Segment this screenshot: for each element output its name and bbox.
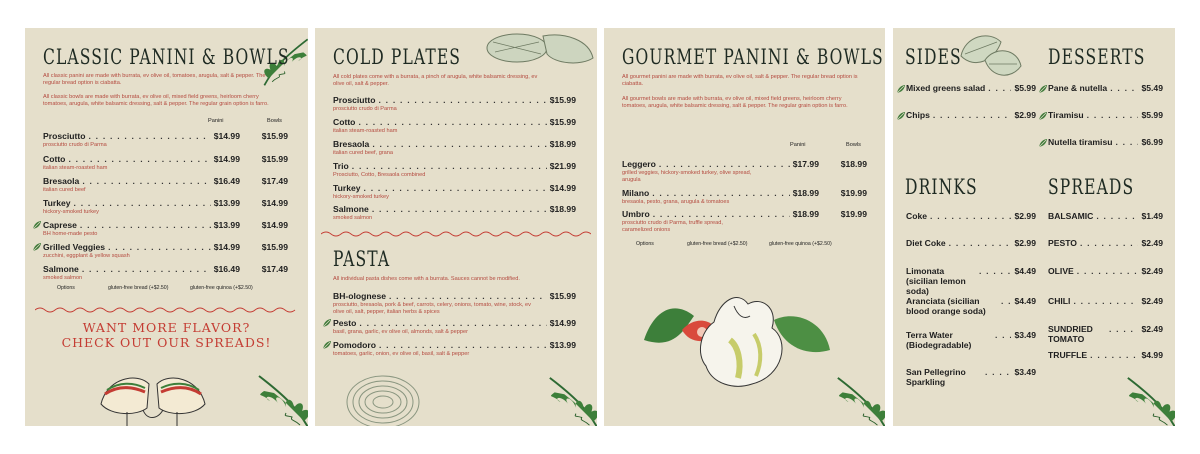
panel-description: All classic panini are made with burrata, ev olive oil, tomatoes, arugula, salt & pepper. The regular bread option is ciabatta. [43, 73, 266, 86]
menu-item [906, 211, 1036, 221]
menu-item [906, 330, 1036, 350]
item-description: prosciutto crudo di Parma, truffle spread, caramelized onions [622, 220, 723, 233]
item-price: $3.49 [1014, 367, 1036, 377]
pasta-nest-illustration [343, 368, 423, 426]
item-price: $5.49 [1141, 83, 1163, 93]
arugula-illustration [545, 372, 597, 426]
item-name: Bresaola [43, 176, 80, 186]
item-description: grilled veggies, hickory-smoked turkey, olive spread, arugula [622, 170, 752, 183]
item-price: $3.49 [1014, 330, 1036, 340]
item-price: $4.99 [1141, 350, 1163, 360]
item-price: $13.99 [549, 340, 576, 350]
item-name: Salmone [333, 204, 369, 214]
item-name: BH-olognese [333, 291, 386, 301]
item-price-bowl: $14.99 [261, 198, 288, 208]
item-name: Terra Water (Biodegradable) [906, 330, 972, 350]
section-description: All individual pasta dishes come with a burrata. Sauces cannot be modified. [333, 276, 520, 282]
wavy-divider [35, 306, 298, 314]
item-price-bowl: $19.99 [840, 209, 867, 219]
spreads-callout-line1: WANT MORE FLAVOR? [82, 320, 251, 335]
menu-item [1048, 238, 1163, 248]
item-price: $14.99 [549, 183, 576, 193]
item-price: $15.99 [549, 117, 576, 127]
menu-panel-classic [25, 28, 308, 426]
item-description: prosciutto crudo di Parma [43, 142, 107, 148]
item-name: SUNDRIED TOMATO [1048, 324, 1093, 344]
item-description: zucchini, eggplant & yellow squash [43, 253, 130, 259]
item-price-panini: $14.99 [213, 242, 240, 252]
item-name: Prosciutto [43, 131, 86, 141]
panel-title: CLASSIC PANINI & BOWLS [43, 45, 290, 69]
item-price: $5.99 [1141, 110, 1163, 120]
option-gf-quinoa: gluten-free quinoa (+$2.50) [769, 241, 832, 247]
menu-item [622, 188, 867, 206]
burrata-illustration [634, 280, 834, 390]
item-price-panini: $14.99 [213, 131, 240, 141]
item-name: Pesto [333, 318, 357, 328]
item-description: smoked salmon [43, 275, 83, 281]
item-price-bowl: $17.49 [261, 176, 288, 186]
item-price-panini: $16.49 [213, 176, 240, 186]
menu-item [1048, 296, 1163, 306]
column-header-panini: Panini [208, 118, 224, 124]
panel-description: All cold plates come with a burrata, a pinch of arugula, white balsamic dressing, ev olive oil, salt & pepper. [333, 74, 538, 87]
menu-item [333, 291, 576, 315]
item-price: $1.49 [1141, 211, 1163, 221]
menu-item [43, 198, 288, 216]
item-name: Pane & nutella [1048, 83, 1108, 93]
item-name: Prosciutto [333, 95, 376, 105]
menu-item [906, 110, 1036, 120]
item-price-bowl: $14.99 [261, 220, 288, 230]
item-price-bowl: $15.99 [261, 242, 288, 252]
item-price-panini: $13.99 [213, 198, 240, 208]
item-price: $2.49 [1141, 296, 1163, 306]
menu-item [333, 318, 576, 336]
item-price: $2.49 [1141, 238, 1163, 248]
item-price: $18.99 [549, 204, 576, 214]
panel-description: All classic bowls are made with burrata, ev olive oil, mixed field greens, heirloom cherry tomatoes, arugula, white balsamic dressing, salt & pepper. The regular grain option is farro. [43, 94, 269, 107]
vegetarian-leaf-icon [1038, 111, 1048, 121]
item-description: basil, grana, garlic, ev olive oil, almonds, salt & pepper [333, 329, 468, 335]
spreads-callout-line2: CHECK OUT OUR SPREADS! [61, 335, 272, 350]
item-description: prosciutto crudo di Parma [333, 106, 397, 112]
menu-item [906, 296, 1036, 316]
item-price-panini: $18.99 [792, 209, 819, 219]
item-price: $2.99 [1014, 238, 1036, 248]
options-label: Options [57, 285, 75, 291]
item-name: Milano [622, 188, 650, 198]
item-price-panini: $14.99 [213, 154, 240, 164]
item-name: Umbro [622, 209, 650, 219]
column-header-bowls: Bowls [267, 118, 282, 124]
item-name: Turkey [333, 183, 361, 193]
menu-item [906, 238, 1036, 248]
item-price: $2.99 [1014, 110, 1036, 120]
item-description: italian steam-roasted ham [333, 128, 398, 134]
item-name: Cotto [333, 117, 356, 127]
menu-item [622, 209, 867, 233]
item-description: italian cured beef, grana [333, 150, 394, 156]
arugula-illustration [1123, 372, 1175, 426]
item-name: Mixed greens salad [906, 83, 986, 93]
item-price: $15.99 [549, 95, 576, 105]
column-header-bowls: Bowls [846, 142, 861, 148]
item-price: $4.49 [1014, 296, 1036, 306]
item-price: $2.99 [1014, 211, 1036, 221]
item-name: CHILI [1048, 296, 1071, 306]
item-description: BH home-made pesto [43, 231, 98, 237]
menu-panel-sides-desserts [893, 28, 1175, 426]
item-description: bresaola, pesto, grana, arugula & tomatoes [622, 199, 730, 205]
options-label: Options [636, 241, 654, 247]
item-name: PESTO [1048, 238, 1077, 248]
item-name: Caprese [43, 220, 77, 230]
menu-item [1048, 137, 1163, 147]
option-gf-bread: gluten-free bread (+$2.50) [108, 285, 169, 291]
item-name: Nutella tiramisu [1048, 137, 1113, 147]
vegetarian-leaf-icon [896, 111, 906, 121]
menu-item [622, 159, 867, 183]
menu-item [1048, 83, 1163, 93]
menu-item [43, 176, 288, 194]
item-name: Grilled Veggies [43, 242, 106, 252]
item-description: smoked salmon [333, 215, 373, 221]
item-price-bowl: $17.49 [261, 264, 288, 274]
wavy-divider [321, 230, 591, 238]
item-name: Diet Coke [906, 238, 946, 248]
menu-item [333, 95, 576, 113]
panel-description: All gourmet panini are made with burrata, ev olive oil, salt & pepper. The regular bread option is ciabatta. [622, 74, 858, 87]
menu-item [906, 266, 1036, 296]
item-description: italian cured beef [43, 187, 86, 193]
item-price: $4.49 [1014, 266, 1036, 276]
item-description: hickory-smoked turkey [43, 209, 99, 215]
vegetarian-leaf-icon [32, 220, 42, 230]
vegetarian-leaf-icon [1038, 138, 1048, 148]
column-header-panini: Panini [790, 142, 806, 148]
item-description: prosciutto, bresaola, pork & beef, carrots, celery, onions, tomato, wine, stock, ev olive oil, salt, pepper, italian herbs & spices [333, 302, 531, 315]
item-name: Tiramisu [1048, 110, 1084, 120]
menu-item [43, 242, 288, 260]
menu-item [1048, 110, 1163, 120]
option-gf-quinoa: gluten-free quinoa (+$2.50) [190, 285, 253, 291]
section-title-drinks: DRINKS [905, 175, 978, 199]
item-name: Aranciata (sicilian blood orange soda) [906, 296, 986, 316]
item-description: tomatoes, garlic, onion, ev olive oil, basil, salt & pepper [333, 351, 470, 357]
item-name: TRUFFLE [1048, 350, 1088, 360]
item-price: $18.99 [549, 139, 576, 149]
item-price-bowl: $15.99 [261, 154, 288, 164]
vegetarian-leaf-icon [32, 242, 42, 252]
item-price: $15.99 [549, 291, 576, 301]
menu-panel-gourmet [604, 28, 885, 426]
menu-item [43, 220, 288, 238]
item-name: Bresaola [333, 139, 370, 149]
salami-illustration [485, 30, 595, 68]
option-gf-bread: gluten-free bread (+$2.50) [687, 241, 748, 247]
menu-item [333, 117, 576, 135]
vegetarian-leaf-icon [322, 318, 332, 328]
menu-item [333, 204, 576, 222]
item-price-bowl: $15.99 [261, 131, 288, 141]
section-title-sides: SIDES [905, 45, 962, 69]
item-name: Pomodoro [333, 340, 376, 350]
menu-item [43, 131, 288, 149]
item-price-panini: $13.99 [213, 220, 240, 230]
section-title-pasta: PASTA [333, 247, 391, 271]
item-name: Coke [906, 211, 928, 221]
menu-item [43, 264, 288, 282]
item-price-panini: $17.99 [792, 159, 819, 169]
item-price: $6.99 [1141, 137, 1163, 147]
item-name: BALSAMIC [1048, 211, 1094, 221]
arugula-illustration [833, 372, 885, 426]
panel-title: COLD PLATES [333, 45, 462, 69]
item-price: $2.49 [1141, 324, 1163, 334]
menu-item [1048, 211, 1163, 221]
menu-item [906, 367, 1036, 387]
panel-title: GOURMET PANINI & BOWLS [622, 45, 884, 69]
menu-item [1048, 350, 1163, 360]
item-description: hickory-smoked turkey [333, 194, 389, 200]
salad-leaves-illustration [955, 30, 1025, 82]
item-name: Turkey [43, 198, 71, 208]
item-name: Leggero [622, 159, 656, 169]
item-price-panini: $16.49 [213, 264, 240, 274]
section-title-spreads: SPREADS [1048, 175, 1135, 199]
menu-item [333, 139, 576, 157]
panel-description: All gourmet bowls are made with burrata, ev olive oil, mixed field greens, heirloom cherry tomatoes, arugula, white balsamic dressing, salt & pepper. The regular grain option is farro. [622, 96, 848, 109]
item-description: italian steam-roasted ham [43, 165, 108, 171]
item-name: OLIVE [1048, 266, 1074, 276]
vegetarian-leaf-icon [1038, 84, 1048, 94]
item-name: Limonata (sicilian lemon soda) [906, 266, 966, 296]
menu-item [1048, 266, 1163, 276]
menu-item [43, 154, 288, 172]
item-name: San Pellegrino Sparkling [906, 367, 966, 387]
item-price: $14.99 [549, 318, 576, 328]
vegetarian-leaf-icon [896, 84, 906, 94]
item-price-bowl: $18.99 [840, 159, 867, 169]
arugula-illustration [254, 370, 308, 426]
menu-item [333, 161, 576, 179]
menu-item [1048, 324, 1163, 344]
item-name: Cotto [43, 154, 66, 164]
item-name: Salmone [43, 264, 79, 274]
menu-item [906, 83, 1036, 93]
item-name: Chips [906, 110, 930, 120]
item-name: Trio [333, 161, 349, 171]
item-price-bowl: $19.99 [840, 188, 867, 198]
item-description: Prosciutto, Cotto, Bresaola combined [333, 172, 426, 178]
vegetarian-leaf-icon [322, 340, 332, 350]
panini-sandwich-illustration [97, 364, 209, 426]
item-price: $5.99 [1014, 83, 1036, 93]
menu-item [333, 340, 576, 358]
section-title-desserts: DESSERTS [1048, 45, 1146, 69]
item-price-panini: $18.99 [792, 188, 819, 198]
item-price: $21.99 [549, 161, 576, 171]
menu-item [333, 183, 576, 201]
menu-panel-cold-plates [315, 28, 597, 426]
item-price: $2.49 [1141, 266, 1163, 276]
